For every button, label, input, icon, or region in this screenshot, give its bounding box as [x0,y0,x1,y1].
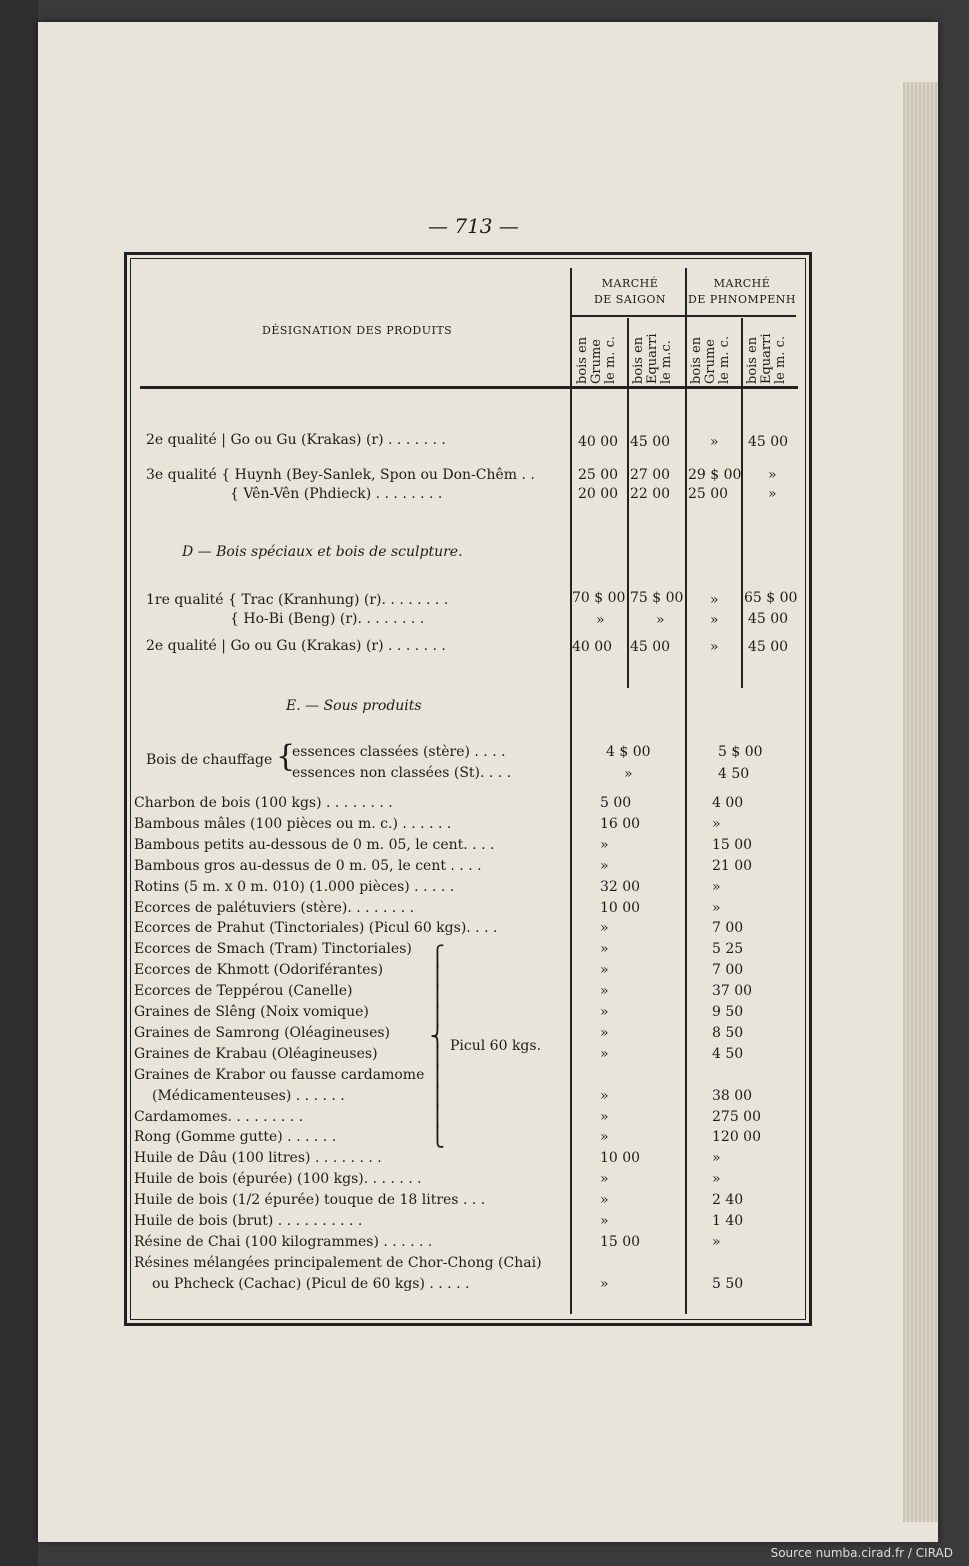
cell: 4 50 [718,766,750,782]
byproduct-saigon: » [600,836,609,853]
byproduct-saigon: » [600,1024,609,1041]
col-divider-saigon-sub [627,318,629,688]
cell: 70 $ 00 [572,590,626,606]
row-label: 1re qualité { Trac (Kranhung) (r). . . . . . . . [146,592,449,608]
cell: 27 00 [630,467,671,483]
col-divider-phnompenh [685,268,687,1314]
cell: » [768,486,777,502]
byproduct-saigon: 16 00 [600,815,641,832]
byproduct-phnompenh: 5 25 [712,941,744,958]
cell: » [710,592,719,608]
byproduct-label: ou Phcheck (Cachac) (Picul de 60 kgs) . . . . . [152,1275,470,1292]
page-number: — 713 — [428,214,519,238]
byproduct-label: Ecorces de Khmott (Odoriférantes) [134,962,384,979]
byproduct-label: Ecorces de Prahut (Tinctoriales) (Picul 60 kgs). . . . [134,920,498,937]
byproduct-phnompenh: » [712,815,721,832]
cell: 75 $ 00 [630,590,684,606]
col-header-phnom-equarri: bois en Equarri le m. c. [745,333,788,384]
byproduct-label: Charbon de bois (100 kgs) . . . . . . . . [134,795,393,811]
byproduct-phnompenh: 37 00 [712,983,753,1000]
byproduct-phnompenh: 38 00 [712,1087,753,1104]
cell: » [596,612,605,628]
byproduct-phnompenh: 1 40 [712,1213,744,1229]
cell: 45 00 [748,611,789,627]
cell: 4 $ 00 [606,744,651,760]
byproduct-saigon: » [600,1004,609,1020]
cell: 40 00 [578,434,619,450]
byproduct-saigon: 32 00 [600,878,641,895]
section-heading: E. — Sous produits [286,698,422,714]
page-edge [903,82,938,1522]
designation-header: DÉSIGNATION DES PRODUITS [262,324,453,337]
byproduct-saigon: » [600,1087,609,1104]
row-label: 2e qualité | Go ou Gu (Krakas) (r) . . . . . . . [146,432,446,448]
byproduct-saigon: 15 00 [600,1233,641,1250]
header-rule [140,386,798,389]
cell: 22 00 [630,486,671,502]
cell: » [624,766,633,782]
byproduct-label: Huile de bois (brut) . . . . . . . . . . [134,1213,363,1229]
byproduct-saigon: » [600,857,609,874]
byproduct-label: Graines de Slêng (Noix vomique) [134,1004,369,1020]
byproduct-label: Résines mélangées principalement de Chor-Chong (Chai) [134,1254,542,1271]
row-label: essences non classées (St). . . . [292,765,512,781]
byproduct-phnompenh: 7 00 [712,962,744,979]
col-divider-phnom-sub [741,318,743,688]
source-credit: Source numba.cirad.fr / CIRAD [770,1546,953,1560]
col-header-phnom-grume: bois en Grume le m. c. [689,336,732,384]
byproduct-saigon: » [600,1171,609,1188]
cell: 29 $ 00 [688,467,742,483]
picul-note: Picul 60 kgs. [450,1038,542,1054]
col-divider-saigon [570,268,572,1314]
cell: 25 00 [688,486,729,502]
byproduct-phnompenh: » [712,1171,721,1188]
byproduct-label: Résine de Chai (100 kilogrammes) . . . . . . [134,1233,433,1250]
cell: 45 00 [748,434,789,450]
cell: 45 00 [630,639,671,655]
byproduct-label: Ecorces de palétuviers (stère). . . . . . . . [134,899,415,916]
byproduct-saigon: » [600,983,609,1000]
byproduct-label: Bambous mâles (100 pièces ou m. c.) . . . . . . [134,815,452,832]
cell: » [710,639,719,655]
byproduct-saigon: 10 00 [600,899,641,916]
byproduct-label: Bambous petits au-dessous de 0 m. 05, le cent. . . . [134,836,495,853]
byproduct-saigon: » [600,1045,609,1062]
byproduct-phnompenh: » [712,1233,721,1250]
byproduct-label: Ecorces de Teppérou (Canelle) [134,983,353,1000]
byproduct-label: Graines de Samrong (Oléagineuses) [134,1024,391,1041]
row-label: 2e qualité | Go ou Gu (Krakas) (r) . . . . . . . [146,638,446,654]
cell: » [656,612,665,628]
byproduct-phnompenh: » [712,1150,721,1167]
cell: » [710,612,719,628]
byproduct-label: Huile de bois (épurée) (100 kgs). . . . . . . [134,1171,422,1188]
byproduct-label: Huile de bois (1/2 épurée) touque de 18 litres . . . [134,1192,486,1209]
row-label: essences classées (stère) . . . . [292,744,506,760]
byproduct-phnompenh: 4 00 [712,795,744,811]
byproduct-label: Rong (Gomme gutte) . . . . . . [134,1129,337,1146]
byproduct-saigon: » [600,1108,609,1125]
byproduct-phnompenh: 8 50 [712,1024,744,1041]
byproduct-label: Ecorces de Smach (Tram) Tinctoriales) [134,941,412,958]
col-header-saigon-equarri: bois en Equarri le m.c. [631,333,674,384]
byproduct-phnompenh: 4 50 [712,1045,744,1062]
brace: { [276,739,296,774]
byproduct-phnompenh: 275 00 [712,1108,761,1125]
byproduct-phnompenh: 5 50 [712,1275,744,1292]
cell: 45 00 [630,434,671,450]
byproduct-saigon: » [600,1192,609,1209]
market-phnompenh-header: MARCHÉ DE PHNOMPENH [688,277,796,306]
cell: 40 00 [572,639,613,655]
cell: 45 00 [748,639,789,655]
byproduct-saigon: » [600,920,609,937]
subheader-rule [570,315,796,317]
byproduct-phnompenh: 7 00 [712,920,744,937]
col-header-saigon-grume: bois en Grume le m. c. [575,336,618,384]
cell: 5 $ 00 [718,744,763,760]
byproduct-phnompenh: » [712,878,721,895]
byproduct-label: Rotins (5 m. x 0 m. 010) (1.000 pièces) . . . . . [134,878,455,895]
byproduct-phnompenh: 15 00 [712,836,753,853]
fuel-label: Bois de chauffage [146,752,273,768]
byproduct-saigon: » [600,1275,609,1292]
book-spine [0,0,38,1566]
byproduct-phnompenh: 2 40 [712,1192,744,1209]
byproduct-label: Graines de Krabor ou fausse cardamome [134,1066,425,1083]
byproduct-saigon: 10 00 [600,1150,641,1167]
cell: » [768,467,777,483]
byproduct-label: (Médicamenteuses) . . . . . . [152,1087,345,1104]
byproduct-saigon: 5 00 [600,795,632,811]
byproduct-phnompenh: » [712,899,721,916]
byproduct-saigon: » [600,941,609,958]
brace-large: ⎧ ⎪ ⎪ ⎪ ⎨ ⎪ ⎪ ⎪ ⎪ ⎩ [430,944,445,1148]
cell: » [710,434,719,450]
byproduct-phnompenh: 120 00 [712,1129,761,1146]
market-saigon-header: MARCHÉ DE SAIGON [593,277,667,306]
cell: 20 00 [578,486,619,502]
byproduct-label: Cardamomes. . . . . . . . . [134,1108,304,1125]
byproduct-label: Huile de Dâu (100 litres) . . . . . . . . [134,1150,382,1167]
byproduct-saigon: » [600,962,609,979]
byproduct-label: Graines de Krabau (Oléagineuses) [134,1045,378,1062]
byproduct-saigon: » [600,1129,609,1146]
byproduct-saigon: » [600,1213,609,1229]
byproduct-label: Bambous gros au-dessus de 0 m. 05, le cent . . . . [134,857,482,874]
row-label: { Ho-Bi (Beng) (r). . . . . . . . [230,611,425,627]
byproduct-phnompenh: 21 00 [712,857,753,874]
cell: 65 $ 00 [744,590,798,606]
row-label: 3e qualité { Huynh (Bey-Sanlek, Spon ou Don-Chêm . . [146,467,535,483]
cell: 25 00 [578,467,619,483]
row-label: { Vên-Vên (Phdieck) . . . . . . . . [230,486,443,502]
byproduct-phnompenh: 9 50 [712,1004,744,1020]
section-heading: D — Bois spéciaux et bois de sculpture. [182,544,463,560]
